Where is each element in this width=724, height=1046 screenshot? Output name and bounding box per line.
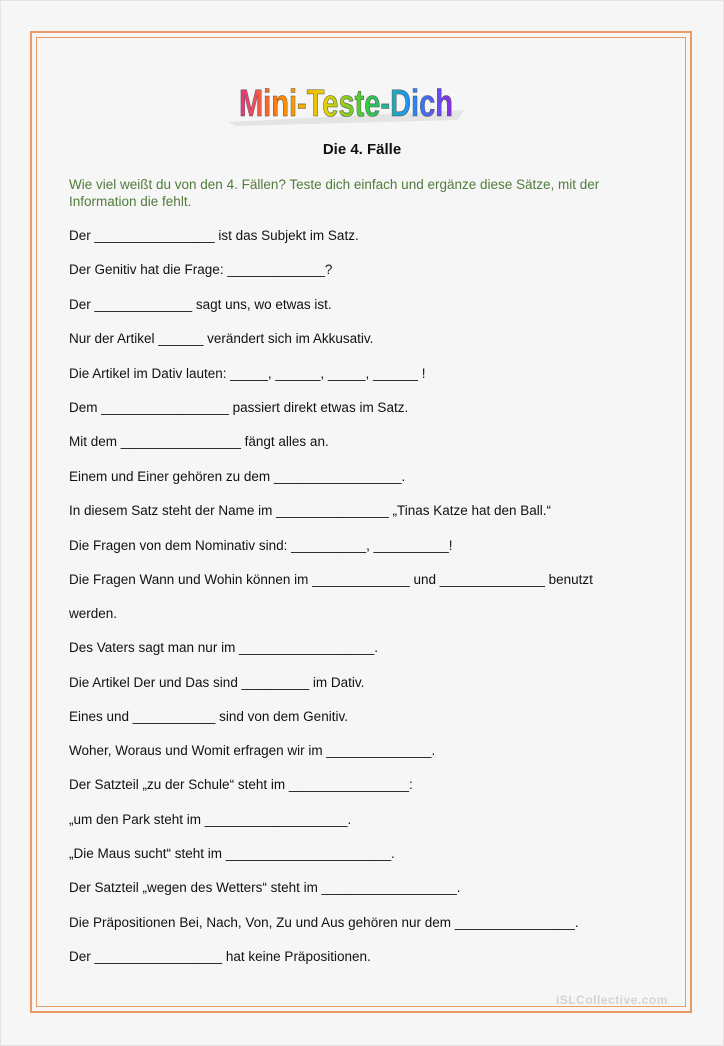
exercise-line: „Die Maus sucht“ steht im ______________________. [69, 846, 395, 861]
exercise-line: Die Artikel im Dativ lauten: _____, ______, _____, ______ ! [69, 366, 426, 381]
exercise-line: In diesem Satz steht der Name im _______________ „Tinas Katze hat den Ball.“ [69, 503, 552, 518]
worksheet-title-logo [226, 80, 466, 136]
exercise-line: Der Satzteil „wegen des Wetters“ steht im __________________. [69, 880, 461, 895]
exercise-line: Einem und Einer gehören zu dem _________________. [69, 469, 406, 484]
intro-instructions: Wie viel weißt du von den 4. Fällen? Teste dich einfach und ergänze diese Sätze, mit der Information die fehlt. [69, 177, 600, 209]
exercise-line: Eines und ___________ sind von dem Genitiv. [69, 709, 348, 724]
exercise-line: Der ________________ ist das Subjekt im Satz. [69, 228, 359, 243]
exercise-line: Der Satzteil „zu der Schule“ steht im ________________: [69, 777, 413, 792]
page-subtitle: Die 4. Fälle [322, 141, 402, 158]
exercise-line: Des Vaters sagt man nur im __________________. [69, 640, 378, 655]
exercise-line: Die Präpositionen Bei, Nach, Von, Zu und Aus gehören nur dem ________________. [69, 915, 579, 930]
exercise-line: Die Fragen Wann und Wohin können im _____________ und ______________ benutzt [69, 572, 593, 587]
exercise-line: Nur der Artikel ______ verändert sich im Akkusativ. [69, 331, 374, 346]
exercise-line: Dem _________________ passiert direkt etwas im Satz. [69, 400, 409, 415]
exercise-line: Die Fragen von dem Nominativ sind: __________, __________! [69, 538, 453, 553]
exercise-line: Der Genitiv hat die Frage: _____________? [69, 262, 333, 277]
exercise-line: Mit dem ________________ fängt alles an. [69, 434, 329, 449]
exercise-line: Die Artikel Der und Das sind _________ im Dativ. [69, 675, 365, 690]
exercise-line: Woher, Woraus und Womit erfragen wir im ______________. [69, 743, 436, 758]
exercise-line: Der _____________ sagt uns, wo etwas ist. [69, 297, 332, 312]
exercise-line: Der _________________ hat keine Präpositionen. [69, 949, 371, 964]
title-text: Mini-Teste-Dich [239, 83, 453, 125]
exercise-line: werden. [69, 606, 118, 621]
exercise-line: „um den Park steht im ___________________. [69, 812, 352, 827]
watermark: iSLCollective.com [556, 993, 668, 1007]
